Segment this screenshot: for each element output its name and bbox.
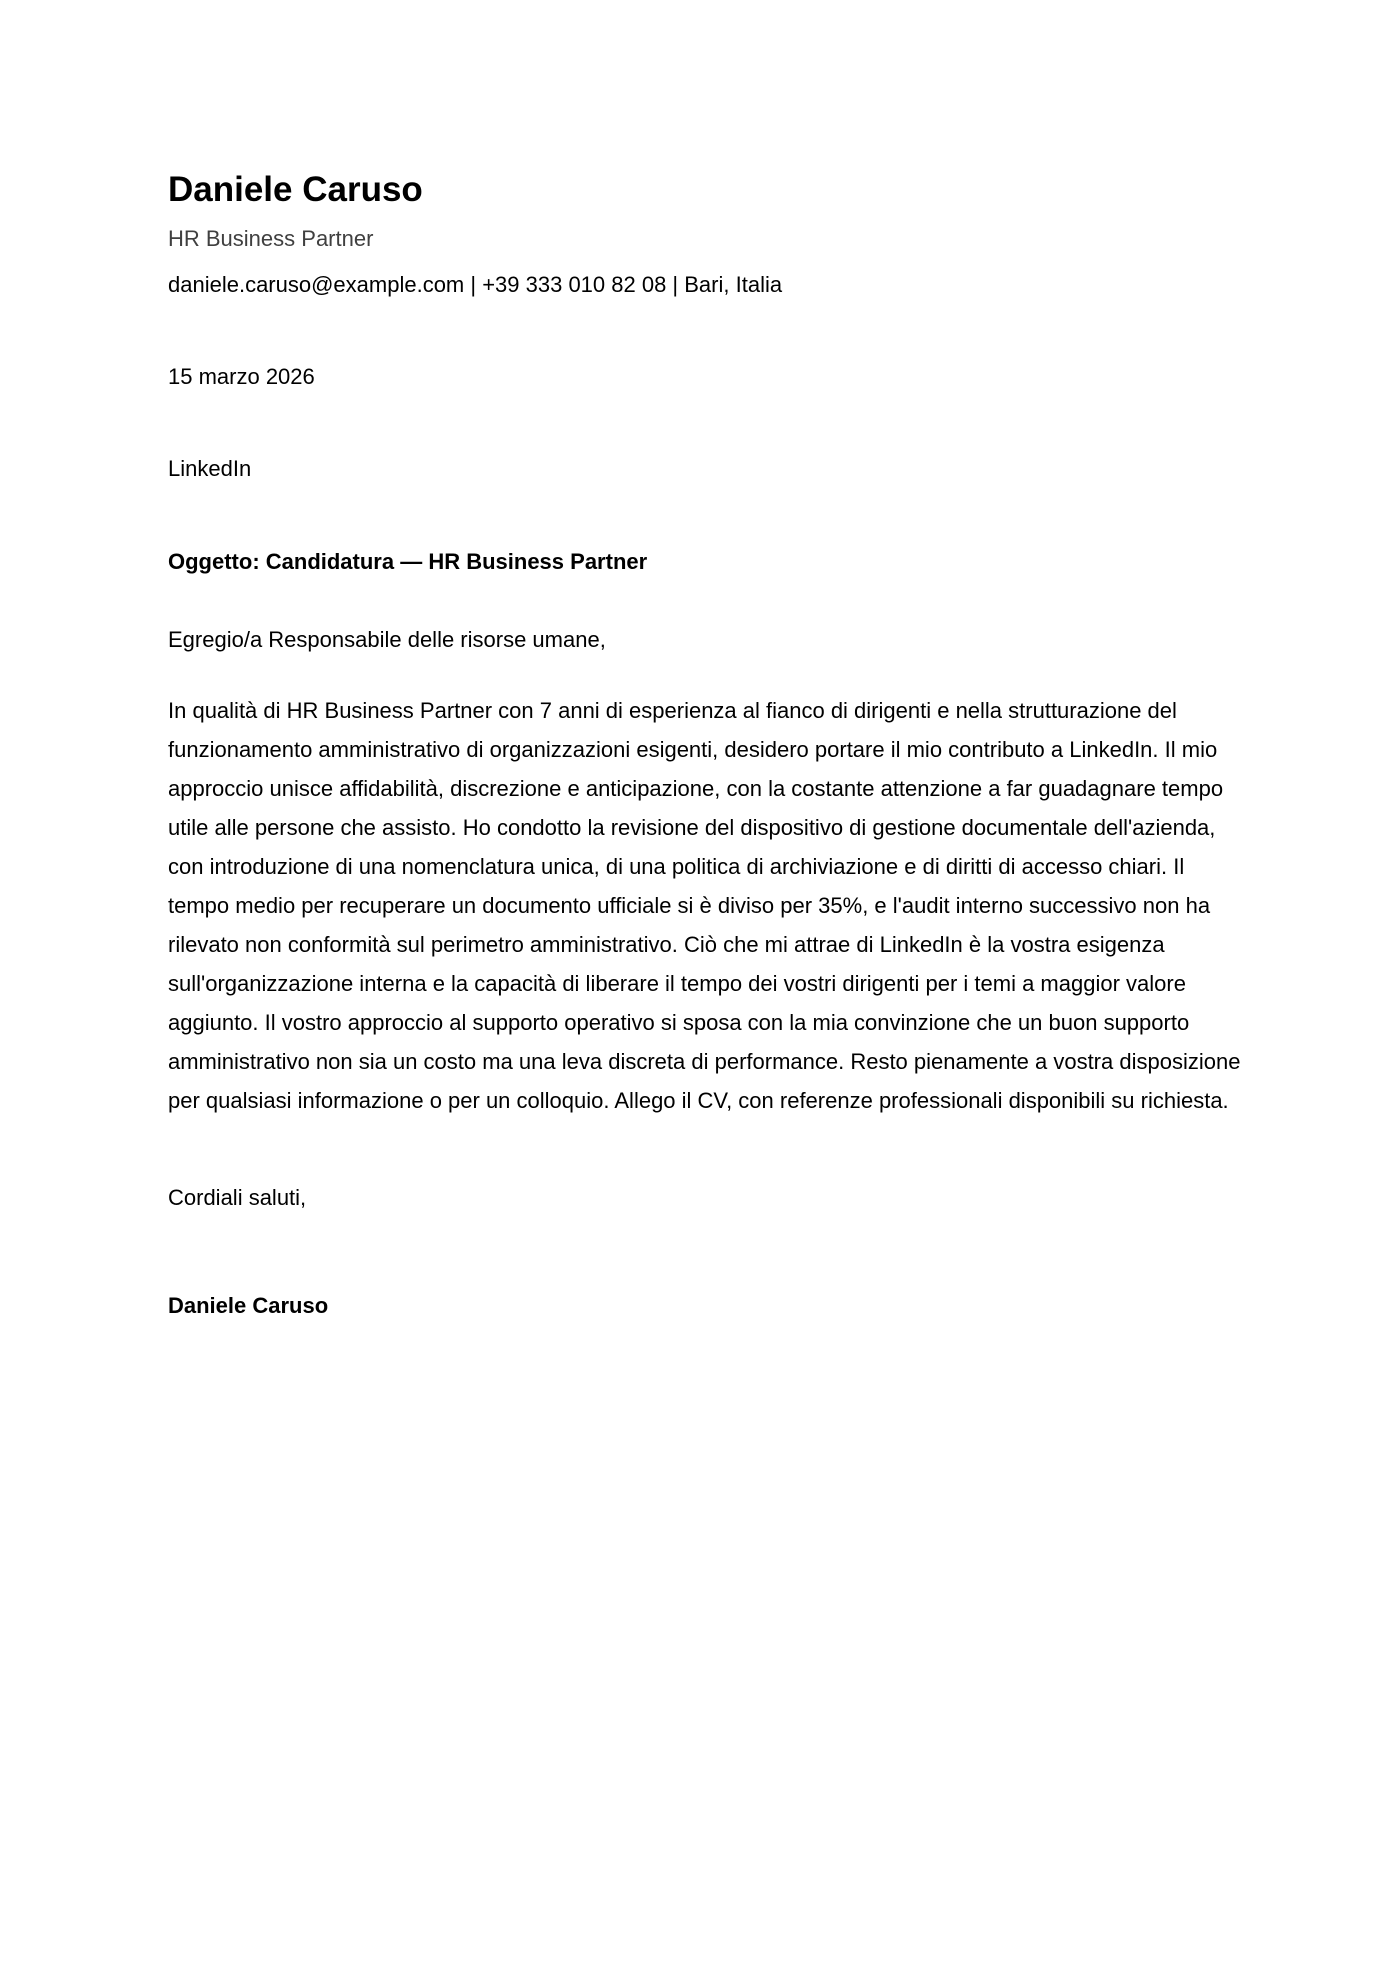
letter-closing: Cordiali saluti,: [168, 1185, 307, 1210]
letter-signature: Daniele Caruso: [168, 1293, 329, 1318]
cover-letter-page: [168, 168, 1248, 1321]
letter-salutation: Egregio/a Responsabile delle risorse umane,: [168, 627, 606, 652]
letter-subject: Oggetto: Candidatura — HR Business Partner: [168, 549, 648, 574]
sender-name: Daniele Caruso: [168, 170, 423, 209]
letter-date: 15 marzo 2026: [168, 364, 315, 389]
sender-role: HR Business Partner: [168, 226, 374, 251]
sender-contact-line: daniele.caruso@example.com | +39 333 010 82 08 | Bari, Italia: [168, 272, 783, 297]
recipient-company: LinkedIn: [168, 456, 252, 481]
letter-body: In qualità di HR Business Partner con 7 anni di esperienza al fianco di dirigenti e nella strutturazione del funzionamento amministrativo di organizzazioni esigenti, desidero portare il mio contributo a LinkedIn. Il mio approccio unisce affidabilità, discrezione e anticipazione, con la costante attenzione a far guadagnare tempo utile alle persone che assisto. Ho condotto la revisione del dispositivo di gestione documentale dell'azienda, con introduzione di una nomenclatura unica, di una politica di archiviazione e di diritti di accesso chiari. Il tempo medio per recuperare un documento ufficiale si è diviso per 35%, e l'audit interno successivo non ha rilevato non conformità sul perimetro amministrativo. Ciò che mi attrae di LinkedIn è la vostra esigenza sull'organizzazione interna e la capacità di liberare il tempo dei vostri dirigenti per i temi a maggior valore aggiunto. Il vostro approccio al supporto operativo si sposa con la mia convinzione che un buon supporto amministrativo non sia un costo ma una leva discreta di performance. Resto pienamente a vostra disposizione per qualsiasi informazione o per un colloquio. Allego il CV, con referenze professionali disponibili su richiesta.: [168, 698, 1241, 1113]
